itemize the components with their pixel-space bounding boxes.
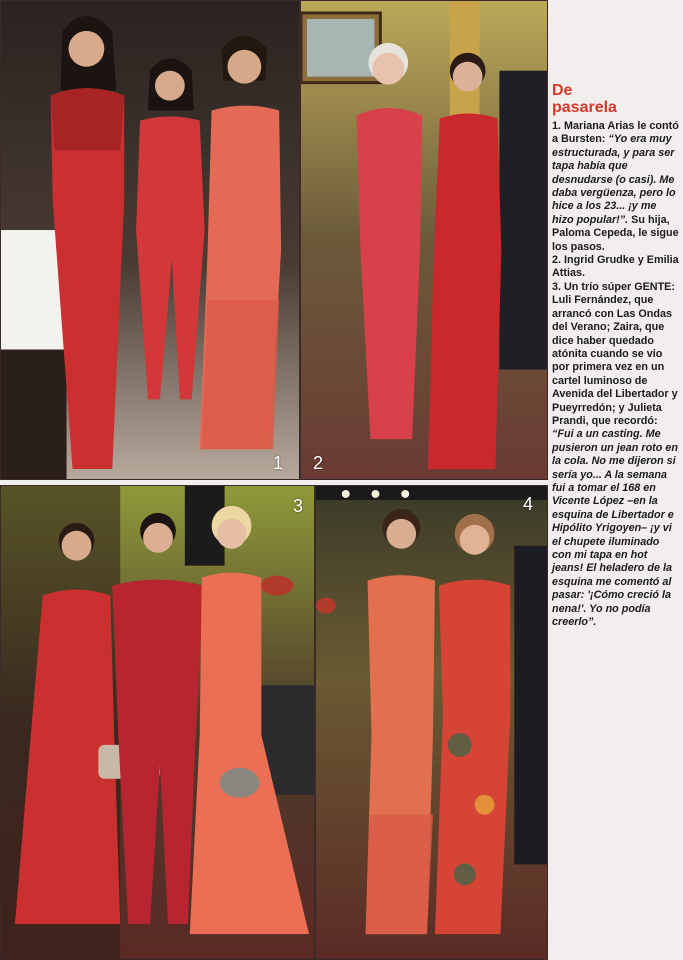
caption-item-1-lead: 1. Mariana Arias le contó a Bursten:	[552, 120, 679, 146]
caption-item-1-tail: Su hija, Paloma Cepeda, le sigue los pasos.	[552, 213, 679, 253]
caption-item-1-quote: “Yo era muy estructurada, y para ser tapa había que desnudarse (o casi). Me daba vergüenza, pero lo hice a los 23... ¡y me hizo popular!”.	[552, 133, 676, 226]
caption-column	[552, 82, 680, 629]
caption-item-3-quote: “Fui a un casting. Me pusieron un jean roto en la cola. No me dijeron si sería yo... A la semana fui a tomar el 168 en Vicente López –en la esquina de Libertador e Hipólito Yrigoyen– ¡y vi el chupete iluminado con mi tapa en hot jeans! El heladero de la esquina me comentó al pasar: '¡Cómo creció la nena!'. Yo no podía creerlo”.	[552, 428, 678, 629]
caption-title	[552, 82, 680, 116]
photo-1-image	[1, 1, 299, 479]
caption-item-2: 2. Ingrid Grudke y Emilia Attias.	[552, 254, 679, 280]
photo-3	[0, 485, 315, 960]
photo-2	[300, 0, 548, 480]
photo-number: 3	[293, 496, 304, 516]
caption-title-line1: De	[552, 82, 573, 99]
caption-item-1	[552, 120, 680, 254]
photo-number: 1	[273, 453, 284, 473]
photo-1	[0, 0, 300, 480]
photo-number: 2	[313, 453, 324, 473]
photo-3-image	[1, 486, 314, 959]
photo-2-image	[301, 1, 547, 479]
photo-4	[315, 485, 548, 960]
photo-number: 4	[523, 494, 534, 514]
caption-title-line2: pasarela	[552, 99, 617, 116]
caption-item-3-lead: 3. Un trío súper GENTE: Luli Fernández, que arrancó con Las Ondas del Verano; Zaira, que dice haber quedado atónita cuando se vio por primera vez en un cartel luminoso de Avenida del Libertador y Pueyrredón; y Julieta Prandi, que recordó:	[552, 280, 678, 427]
caption-item-3	[552, 281, 680, 630]
photo-4-image	[316, 486, 547, 959]
